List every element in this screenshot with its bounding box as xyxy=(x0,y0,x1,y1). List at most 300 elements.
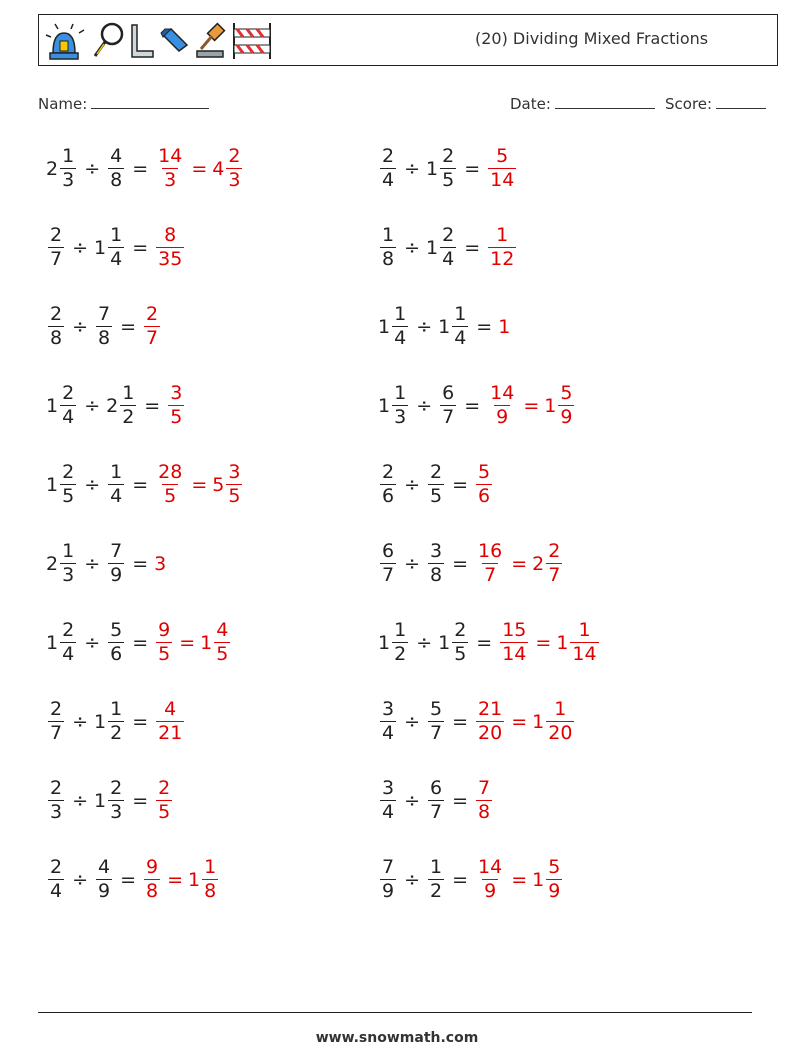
equals-sign: = xyxy=(120,868,137,891)
divide-sign: ÷ xyxy=(72,315,89,338)
dividend-denominator: 8 xyxy=(50,327,63,349)
answer-value-denominator: 5 xyxy=(164,485,177,507)
answer-value-fraction xyxy=(156,226,184,269)
divisor xyxy=(94,779,126,822)
equals-sign: = xyxy=(476,631,493,654)
divide-sign: ÷ xyxy=(404,473,421,496)
divisor-fraction xyxy=(108,463,124,506)
dividend-fraction xyxy=(380,858,396,901)
dividend-fraction xyxy=(380,779,396,822)
divisor-denominator: 3 xyxy=(110,801,123,823)
problem-item xyxy=(378,147,518,190)
problem-item xyxy=(46,463,244,506)
answer-value xyxy=(154,621,174,664)
equals-sign: = xyxy=(132,631,149,654)
equals-sign: = xyxy=(132,710,149,733)
divide-sign: ÷ xyxy=(72,789,89,812)
problem-item xyxy=(378,226,518,269)
answer-value-numerator: 14 xyxy=(478,856,503,878)
worksheet-title: (20) Dividing Mixed Fractions xyxy=(475,29,709,48)
problem-item xyxy=(46,779,174,822)
answer-mixed-denominator: 20 xyxy=(548,722,573,744)
ruler-icon xyxy=(129,21,155,61)
answer xyxy=(498,316,510,338)
divisor-numerator: 4 xyxy=(110,145,123,167)
equals-sign: = xyxy=(464,236,481,259)
answer-value-fraction xyxy=(476,779,492,822)
divisor-fraction xyxy=(428,779,444,822)
dividend-numerator: 2 xyxy=(62,461,75,483)
dividend-numerator: 7 xyxy=(382,856,395,878)
divisor-denominator: 5 xyxy=(454,643,467,665)
divisor-fraction xyxy=(120,384,136,427)
answer-value-numerator: 5 xyxy=(496,145,509,167)
answer-value xyxy=(486,384,518,427)
answer-mixed-fraction xyxy=(214,621,230,664)
dividend xyxy=(46,463,78,506)
score-field xyxy=(665,94,766,113)
divisor-denominator: 9 xyxy=(98,880,111,902)
equals-sign: = xyxy=(452,552,469,575)
answer-value-numerator: 3 xyxy=(170,382,183,404)
problem-item xyxy=(378,621,601,664)
answer-value-denominator: 5 xyxy=(170,406,183,428)
problem-item xyxy=(378,463,494,506)
answer-mixed-numerator: 2 xyxy=(228,145,241,167)
divisor-fraction xyxy=(428,463,444,506)
answer-value xyxy=(154,700,186,743)
dividend xyxy=(378,147,398,190)
divisor-numerator: 1 xyxy=(430,856,443,878)
divisor xyxy=(106,542,126,585)
answer-value-fraction xyxy=(476,858,504,901)
dividend-numerator: 2 xyxy=(50,856,63,878)
answer-equals-sign: = xyxy=(511,552,528,575)
answer-value xyxy=(154,553,166,575)
date-blank xyxy=(555,94,655,109)
divisor-fraction xyxy=(96,858,112,901)
answer-mixed-numerator: 3 xyxy=(228,461,241,483)
problem-item xyxy=(46,384,186,427)
answer-value-numerator: 14 xyxy=(490,382,515,404)
divisor xyxy=(426,700,446,743)
divisor xyxy=(94,305,114,348)
answer-mixed-whole: 1 xyxy=(556,631,569,654)
dividend-numerator: 3 xyxy=(382,777,395,799)
answer-value-denominator: 9 xyxy=(484,880,497,902)
divisor xyxy=(426,858,446,901)
answer xyxy=(142,305,162,348)
answer-value-numerator: 14 xyxy=(158,145,183,167)
answer xyxy=(486,226,518,269)
answer-value xyxy=(154,463,186,506)
equals-sign: = xyxy=(452,473,469,496)
answer-equals-sign: = xyxy=(179,631,196,654)
answer-mixed-numerator: 1 xyxy=(554,698,567,720)
answer-value-numerator: 2 xyxy=(146,303,159,325)
dividend-numerator: 1 xyxy=(394,382,407,404)
answer-value xyxy=(498,621,530,664)
dividend-whole: 1 xyxy=(46,473,59,496)
answer-mixed xyxy=(544,384,576,427)
divisor-denominator: 4 xyxy=(110,248,123,270)
divisor-numerator: 7 xyxy=(110,540,123,562)
answer-mixed xyxy=(188,858,220,901)
answer xyxy=(154,226,186,269)
divisor-numerator: 1 xyxy=(122,382,135,404)
answer-value-denominator: 8 xyxy=(478,801,491,823)
answer-mixed-denominator: 5 xyxy=(228,485,241,507)
dividend-fraction xyxy=(380,700,396,743)
divisor-numerator: 2 xyxy=(442,224,455,246)
divisor xyxy=(94,858,114,901)
dividend-fraction xyxy=(380,226,396,269)
dividend-numerator: 1 xyxy=(62,145,75,167)
answer-mixed-numerator: 1 xyxy=(578,619,591,641)
divisor-denominator: 7 xyxy=(430,801,443,823)
answer-value-denominator: 9 xyxy=(496,406,509,428)
problem-item xyxy=(46,621,232,664)
answer-value-fraction xyxy=(144,305,160,348)
problem-item xyxy=(378,305,510,348)
problem-item xyxy=(378,542,564,585)
answer-mixed-numerator: 5 xyxy=(560,382,573,404)
answer-mixed-numerator: 2 xyxy=(548,540,561,562)
divide-sign: ÷ xyxy=(84,157,101,180)
divisor-denominator: 8 xyxy=(430,564,443,586)
date-field xyxy=(510,94,655,113)
divisor xyxy=(94,700,126,743)
divisor xyxy=(426,542,446,585)
answer xyxy=(474,542,564,585)
name-field xyxy=(38,94,209,113)
answer-value xyxy=(474,542,506,585)
answer-mixed-fraction xyxy=(558,384,574,427)
dividend-denominator: 3 xyxy=(62,564,75,586)
answer-value-numerator: 8 xyxy=(164,224,177,246)
dividend-denominator: 4 xyxy=(382,169,395,191)
divisor-denominator: 4 xyxy=(442,248,455,270)
answer-value-denominator: 12 xyxy=(490,248,515,270)
name-label: Name: xyxy=(38,95,88,113)
dividend-fraction xyxy=(60,621,76,664)
divisor-fraction xyxy=(428,700,444,743)
dividend-denominator: 4 xyxy=(50,880,63,902)
dividend-numerator: 2 xyxy=(50,303,63,325)
divisor-numerator: 5 xyxy=(110,619,123,641)
dividend-fraction xyxy=(48,226,64,269)
divisor-denominator: 2 xyxy=(110,722,123,744)
answer-value-numerator: 9 xyxy=(158,619,171,641)
answer-mixed xyxy=(212,147,244,190)
answer-value-fraction xyxy=(476,542,504,585)
answer-value xyxy=(142,305,162,348)
equals-sign: = xyxy=(132,789,149,812)
answer-value-denominator: 20 xyxy=(478,722,503,744)
dividend xyxy=(46,384,78,427)
divisor xyxy=(426,779,446,822)
divisor-denominator: 9 xyxy=(110,564,123,586)
divisor xyxy=(106,621,126,664)
answer-value-numerator: 1 xyxy=(496,224,509,246)
answer xyxy=(474,779,494,822)
divisor-fraction xyxy=(108,147,124,190)
dividend-denominator: 6 xyxy=(382,485,395,507)
divisor-whole: 2 xyxy=(106,394,119,417)
divisor-denominator: 2 xyxy=(122,406,135,428)
divisor-whole: 1 xyxy=(94,710,107,733)
answer xyxy=(154,700,186,743)
worksheet-header xyxy=(38,14,778,66)
answer-value xyxy=(474,858,506,901)
equals-sign: = xyxy=(132,157,149,180)
answer-value xyxy=(474,779,494,822)
answer-value-whole: 3 xyxy=(154,552,167,575)
answer-value-numerator: 16 xyxy=(478,540,503,562)
divisor xyxy=(438,305,470,348)
equals-sign: = xyxy=(476,315,493,338)
answer-value-fraction xyxy=(168,384,184,427)
dividend-denominator: 7 xyxy=(50,722,63,744)
dividend-whole: 2 xyxy=(46,552,59,575)
problem-item xyxy=(46,226,186,269)
dividend-denominator: 4 xyxy=(394,327,407,349)
answer-mixed-fraction xyxy=(226,147,242,190)
divide-sign: ÷ xyxy=(404,236,421,259)
dividend-numerator: 2 xyxy=(50,777,63,799)
divide-sign: ÷ xyxy=(84,394,101,417)
divisor xyxy=(438,384,458,427)
divisor xyxy=(106,384,138,427)
answer-value-numerator: 4 xyxy=(164,698,177,720)
divisor xyxy=(94,226,126,269)
divisor-fraction xyxy=(108,621,124,664)
dividend-numerator: 1 xyxy=(394,303,407,325)
dividend-fraction xyxy=(380,147,396,190)
name-blank xyxy=(91,94,209,109)
dividend-numerator: 1 xyxy=(62,540,75,562)
equals-sign: = xyxy=(132,236,149,259)
answer-mixed-fraction xyxy=(546,700,574,743)
answer xyxy=(486,147,518,190)
answer-mixed xyxy=(556,621,600,664)
answer-value-denominator: 21 xyxy=(158,722,183,744)
divisor-numerator: 2 xyxy=(454,619,467,641)
equals-sign: = xyxy=(144,394,161,417)
answer-value-fraction xyxy=(488,147,516,190)
divisor-numerator: 2 xyxy=(110,777,123,799)
divisor-denominator: 8 xyxy=(98,327,111,349)
dividend-numerator: 2 xyxy=(50,224,63,246)
problem-item xyxy=(46,858,220,901)
answer-equals-sign: = xyxy=(191,473,208,496)
dividend xyxy=(378,384,410,427)
dividend-denominator: 4 xyxy=(62,643,75,665)
answer-value-fraction xyxy=(156,700,184,743)
divide-sign: ÷ xyxy=(404,157,421,180)
answer xyxy=(166,384,186,427)
score-blank xyxy=(716,94,766,109)
answer-value-fraction xyxy=(156,147,184,190)
answer-mixed xyxy=(532,858,564,901)
answer-value xyxy=(474,700,506,743)
problem-item xyxy=(46,542,166,585)
answer-value-denominator: 35 xyxy=(158,248,183,270)
dividend-numerator: 1 xyxy=(382,224,395,246)
answer-value-fraction xyxy=(488,226,516,269)
dividend-whole: 1 xyxy=(46,631,59,654)
answer-mixed xyxy=(200,621,232,664)
dividend-denominator: 2 xyxy=(394,643,407,665)
equals-sign: = xyxy=(452,710,469,733)
answer-value-denominator: 7 xyxy=(484,564,497,586)
answer-mixed-denominator: 9 xyxy=(548,880,561,902)
answer-equals-sign: = xyxy=(167,868,184,891)
answer-equals-sign: = xyxy=(191,157,208,180)
dividend-denominator: 4 xyxy=(62,406,75,428)
answer-mixed-denominator: 9 xyxy=(560,406,573,428)
dividend-numerator: 2 xyxy=(382,461,395,483)
dividend-denominator: 7 xyxy=(382,564,395,586)
divisor-fraction xyxy=(428,542,444,585)
dividend-denominator: 7 xyxy=(50,248,63,270)
divide-sign: ÷ xyxy=(72,236,89,259)
dividend-denominator: 3 xyxy=(62,169,75,191)
answer-mixed-whole: 5 xyxy=(212,473,225,496)
answer-value-numerator: 7 xyxy=(478,777,491,799)
answer-mixed-whole: 1 xyxy=(544,394,557,417)
dividend-whole: 1 xyxy=(378,315,391,338)
divide-sign: ÷ xyxy=(72,868,89,891)
answer-value-fraction xyxy=(156,779,172,822)
equals-sign: = xyxy=(464,157,481,180)
header-icons xyxy=(43,20,273,62)
dividend-numerator: 2 xyxy=(62,382,75,404)
answer-value-fraction xyxy=(156,463,184,506)
answer-value-denominator: 5 xyxy=(158,801,171,823)
problem-item xyxy=(46,305,162,348)
answer-value xyxy=(498,316,510,338)
answer-value-fraction xyxy=(500,621,528,664)
dividend-numerator: 3 xyxy=(382,698,395,720)
divisor-numerator: 6 xyxy=(442,382,455,404)
footer-divider xyxy=(38,1012,752,1013)
divisor-numerator: 7 xyxy=(98,303,111,325)
answer xyxy=(154,463,244,506)
answer-value xyxy=(142,858,162,901)
answer xyxy=(474,700,576,743)
divide-sign: ÷ xyxy=(416,631,433,654)
dividend xyxy=(378,700,398,743)
answer-value-numerator: 2 xyxy=(158,777,171,799)
divisor-denominator: 4 xyxy=(110,485,123,507)
siren-icon xyxy=(43,21,87,61)
answer-mixed-fraction xyxy=(546,858,562,901)
divisor-fraction xyxy=(440,384,456,427)
divisor-denominator: 8 xyxy=(110,169,123,191)
dividend-denominator: 8 xyxy=(382,248,395,270)
divide-sign: ÷ xyxy=(416,394,433,417)
divisor-fraction xyxy=(452,305,468,348)
answer-value-denominator: 5 xyxy=(158,643,171,665)
divisor-numerator: 2 xyxy=(430,461,443,483)
dividend xyxy=(378,305,410,348)
dividend-whole: 1 xyxy=(378,394,391,417)
barrier-icon xyxy=(231,21,273,61)
dividend-numerator: 6 xyxy=(382,540,395,562)
divisor-fraction xyxy=(108,779,124,822)
answer-value xyxy=(154,226,186,269)
divisor-denominator: 7 xyxy=(430,722,443,744)
answer xyxy=(154,621,232,664)
answer-equals-sign: = xyxy=(535,631,552,654)
divide-sign: ÷ xyxy=(416,315,433,338)
divisor-numerator: 1 xyxy=(110,224,123,246)
dividend-denominator: 9 xyxy=(382,880,395,902)
dividend-fraction xyxy=(60,542,76,585)
dividend-denominator: 4 xyxy=(382,801,395,823)
divisor-numerator: 1 xyxy=(110,698,123,720)
problem-item xyxy=(378,779,494,822)
divisor-denominator: 4 xyxy=(454,327,467,349)
problem-item xyxy=(378,384,576,427)
answer-value-fraction xyxy=(488,384,516,427)
divisor-fraction xyxy=(108,542,124,585)
problem-item xyxy=(46,147,244,190)
magnifier-icon xyxy=(91,21,125,61)
divisor xyxy=(426,147,458,190)
divisor-denominator: 5 xyxy=(442,169,455,191)
divisor-fraction xyxy=(452,621,468,664)
answer-mixed-denominator: 5 xyxy=(216,643,229,665)
dividend xyxy=(378,779,398,822)
divisor-fraction xyxy=(108,700,124,743)
answer-value xyxy=(486,226,518,269)
answer-value-denominator: 3 xyxy=(164,169,177,191)
answer-equals-sign: = xyxy=(511,868,528,891)
divide-sign: ÷ xyxy=(84,552,101,575)
answer xyxy=(154,779,174,822)
answer-mixed-fraction xyxy=(202,858,218,901)
dividend-fraction xyxy=(48,858,64,901)
score-label: Score: xyxy=(665,95,713,113)
divisor-denominator: 7 xyxy=(442,406,455,428)
answer-mixed xyxy=(532,700,576,743)
answer-mixed-whole: 1 xyxy=(200,631,213,654)
problem-item xyxy=(378,858,564,901)
dividend-numerator: 2 xyxy=(62,619,75,641)
dividend-numerator: 2 xyxy=(382,145,395,167)
dividend-fraction xyxy=(380,463,396,506)
divide-sign: ÷ xyxy=(84,473,101,496)
divisor xyxy=(106,147,126,190)
dividend-whole: 2 xyxy=(46,157,59,180)
answer-mixed-numerator: 5 xyxy=(548,856,561,878)
divisor-numerator: 4 xyxy=(98,856,111,878)
answer-value-numerator: 15 xyxy=(502,619,527,641)
answer-mixed-fraction xyxy=(546,542,562,585)
divisor xyxy=(426,463,446,506)
answer-mixed-whole: 1 xyxy=(532,710,545,733)
footer-url: www.snowmath.com xyxy=(315,1030,479,1046)
equals-sign: = xyxy=(132,473,149,496)
answer-value-numerator: 9 xyxy=(146,856,159,878)
dividend xyxy=(46,621,78,664)
dividend-fraction xyxy=(48,700,64,743)
dividend-fraction xyxy=(380,542,396,585)
answer-value xyxy=(154,779,174,822)
dividend-denominator: 3 xyxy=(50,801,63,823)
